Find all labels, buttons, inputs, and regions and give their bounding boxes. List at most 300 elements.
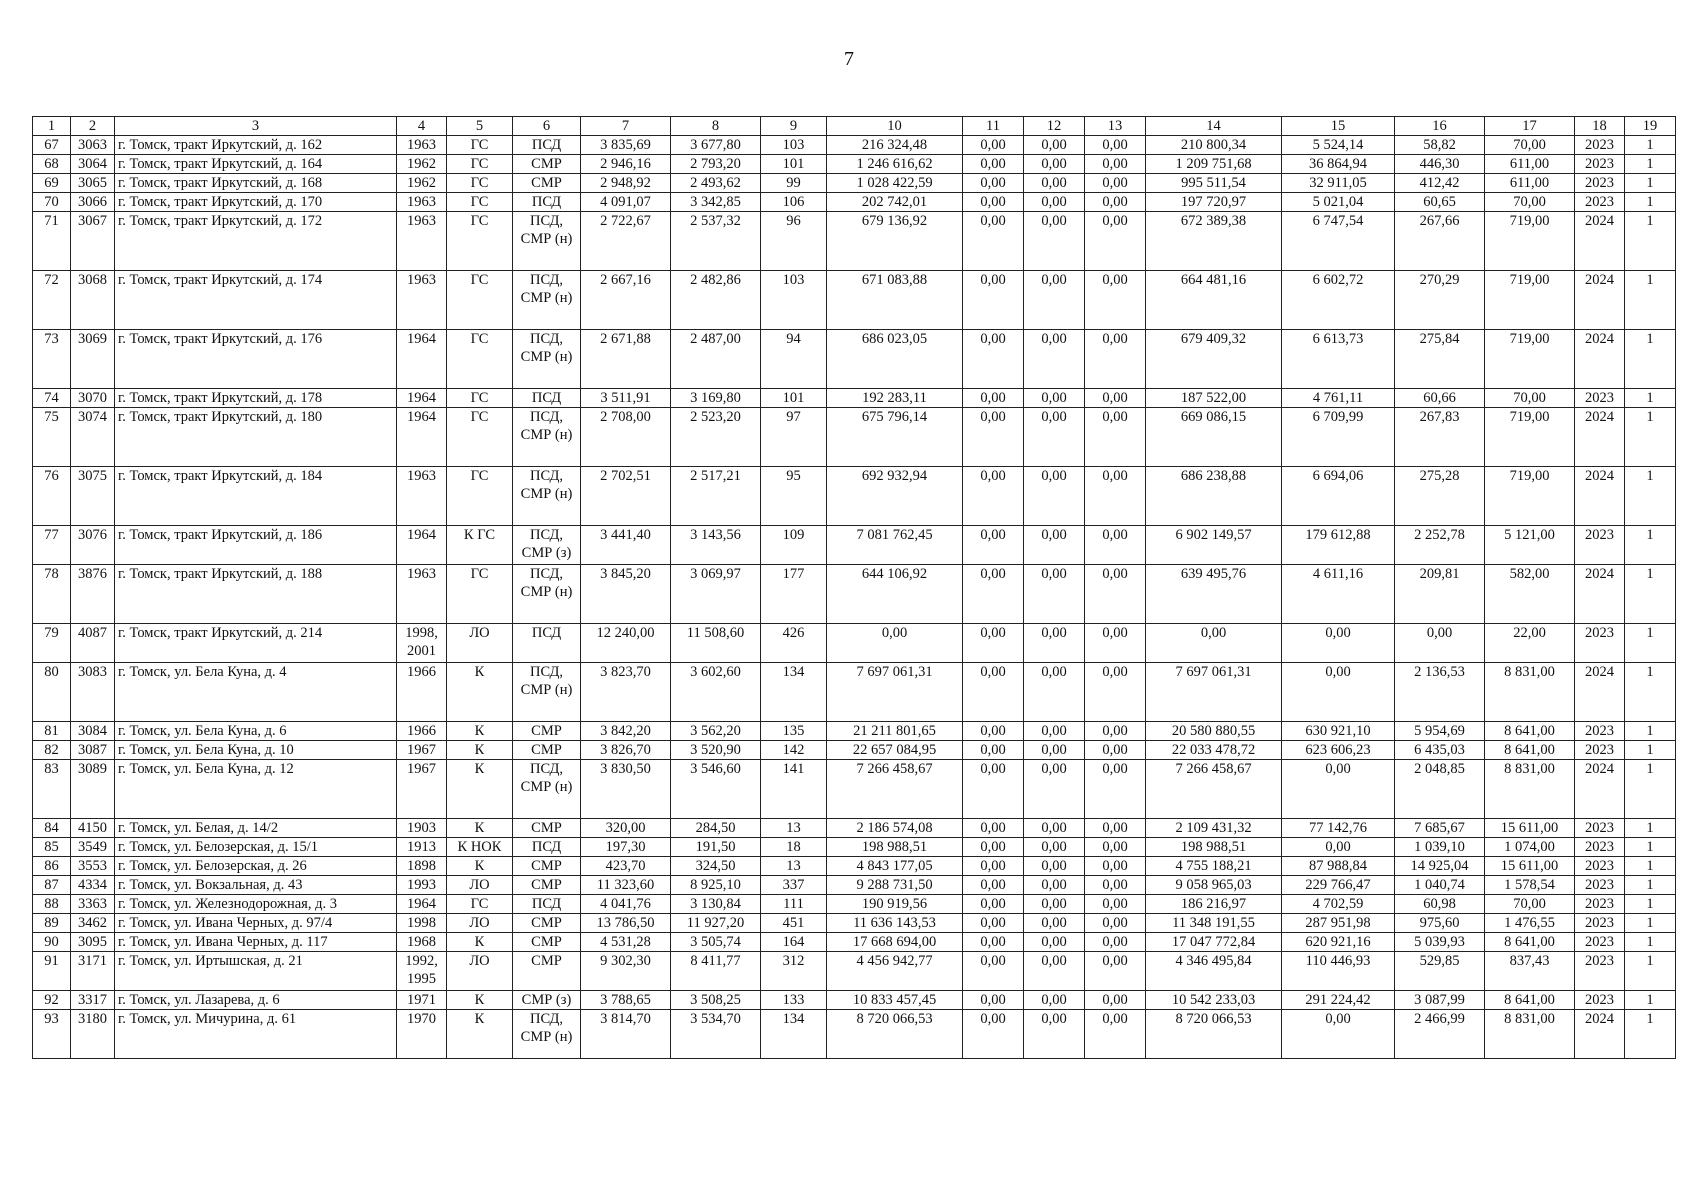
- table-cell: 0,00: [963, 526, 1024, 565]
- table-cell: 197,30: [581, 838, 671, 857]
- table-cell: 68: [33, 155, 71, 174]
- table-cell: 1964: [397, 408, 447, 467]
- column-header: 17: [1485, 117, 1575, 136]
- table-cell: 0,00: [963, 663, 1024, 722]
- table-cell: К: [447, 819, 513, 838]
- column-header: 11: [963, 117, 1024, 136]
- column-header: 9: [761, 117, 827, 136]
- column-header: 13: [1085, 117, 1146, 136]
- table-cell: К: [447, 760, 513, 819]
- table-cell: 0,00: [1085, 741, 1146, 760]
- table-cell: 0,00: [1024, 271, 1085, 330]
- table-cell: 6 694,06: [1282, 467, 1395, 526]
- table-cell: 4334: [71, 876, 115, 895]
- table-cell: г. Томск, ул. Мичурина, д. 61: [115, 1010, 397, 1059]
- table-cell: 1 209 751,68: [1146, 155, 1282, 174]
- table-cell: 3 788,65: [581, 991, 671, 1010]
- table-cell: 324,50: [671, 857, 761, 876]
- table-cell: 1963: [397, 193, 447, 212]
- table-cell: 11 508,60: [671, 624, 761, 663]
- table-cell: 8 720 066,53: [827, 1010, 963, 1059]
- table-cell: 4 702,59: [1282, 895, 1395, 914]
- table-cell: 2024: [1575, 760, 1625, 819]
- table-cell: 0,00: [963, 330, 1024, 389]
- table-cell: ГС: [447, 389, 513, 408]
- table-cell: 2 946,16: [581, 155, 671, 174]
- table-cell: 186 216,97: [1146, 895, 1282, 914]
- table-cell: 198 988,51: [827, 838, 963, 857]
- table-cell: ГС: [447, 467, 513, 526]
- table-cell: 0,00: [1024, 155, 1085, 174]
- table-cell: 4 041,76: [581, 895, 671, 914]
- table-cell: 11 348 191,55: [1146, 914, 1282, 933]
- table-cell: К: [447, 722, 513, 741]
- table-cell: 1962: [397, 155, 447, 174]
- table-cell: 611,00: [1485, 174, 1575, 193]
- table-cell: 6 709,99: [1282, 408, 1395, 467]
- table-cell: 0,00: [1024, 136, 1085, 155]
- table-cell: 0,00: [1395, 624, 1485, 663]
- table-cell: 1: [1625, 933, 1676, 952]
- table-cell: 1962: [397, 174, 447, 193]
- table-cell: 0,00: [1085, 389, 1146, 408]
- table-body: [33, 136, 1676, 1059]
- table-cell: 75: [33, 408, 71, 467]
- table-cell: 6 435,03: [1395, 741, 1485, 760]
- table-cell: 0,00: [963, 136, 1024, 155]
- table-cell: 3 835,69: [581, 136, 671, 155]
- table-cell: ГС: [447, 193, 513, 212]
- table-cell: 0,00: [963, 933, 1024, 952]
- table-cell: 1966: [397, 722, 447, 741]
- table-cell: 719,00: [1485, 212, 1575, 271]
- table-cell: СМР: [513, 914, 581, 933]
- table-cell: ПСД: [513, 838, 581, 857]
- table-cell: 2 793,20: [671, 155, 761, 174]
- table-cell: 3 130,84: [671, 895, 761, 914]
- table-cell: 71: [33, 212, 71, 271]
- table-cell: 284,50: [671, 819, 761, 838]
- table-cell: г. Томск, ул. Ивана Черных, д. 97/4: [115, 914, 397, 933]
- table-cell: 2024: [1575, 1010, 1625, 1059]
- table-cell: 5 524,14: [1282, 136, 1395, 155]
- table-cell: 3 342,85: [671, 193, 761, 212]
- table-cell: 7 697 061,31: [827, 663, 963, 722]
- table-cell: 2023: [1575, 838, 1625, 857]
- table-cell: 9 058 965,03: [1146, 876, 1282, 895]
- table-cell: 2 252,78: [1395, 526, 1485, 565]
- table-cell: 0,00: [1024, 760, 1085, 819]
- table-cell: 3 169,80: [671, 389, 761, 408]
- table-cell: 87 988,84: [1282, 857, 1395, 876]
- table-cell: 0,00: [1085, 952, 1146, 991]
- table-cell: 84: [33, 819, 71, 838]
- table-cell: 672 389,38: [1146, 212, 1282, 271]
- table-cell: 719,00: [1485, 467, 1575, 526]
- table-cell: 3070: [71, 389, 115, 408]
- table-cell: 110 446,93: [1282, 952, 1395, 991]
- table-cell: ГС: [447, 330, 513, 389]
- table-cell: 2 517,21: [671, 467, 761, 526]
- table-cell: 89: [33, 914, 71, 933]
- table-cell: 4 346 495,84: [1146, 952, 1282, 991]
- table-cell: 1963: [397, 467, 447, 526]
- table-cell: 0,00: [963, 271, 1024, 330]
- table-cell: 0,00: [1024, 467, 1085, 526]
- table-cell: 22,00: [1485, 624, 1575, 663]
- table-cell: 13: [761, 857, 827, 876]
- table-cell: 1963: [397, 271, 447, 330]
- table-cell: 2 109 431,32: [1146, 819, 1282, 838]
- table-cell: 87: [33, 876, 71, 895]
- table-row: [33, 193, 1676, 212]
- table-cell: 0,00: [1024, 408, 1085, 467]
- column-header: 14: [1146, 117, 1282, 136]
- table-cell: 17 668 694,00: [827, 933, 963, 952]
- table-cell: 1966: [397, 663, 447, 722]
- table-cell: 11 323,60: [581, 876, 671, 895]
- table-cell: 7 685,67: [1395, 819, 1485, 838]
- table-cell: 106: [761, 193, 827, 212]
- table-cell: 664 481,16: [1146, 271, 1282, 330]
- table-cell: 22 033 478,72: [1146, 741, 1282, 760]
- table-cell: 995 511,54: [1146, 174, 1282, 193]
- table-row: [33, 408, 1676, 467]
- table-cell: 0,00: [1024, 876, 1085, 895]
- table-cell: 3 842,20: [581, 722, 671, 741]
- table-cell: 4150: [71, 819, 115, 838]
- table-row: [33, 663, 1676, 722]
- table-cell: 8 641,00: [1485, 991, 1575, 1010]
- table-cell: 5 021,04: [1282, 193, 1395, 212]
- table-cell: 0,00: [1085, 933, 1146, 952]
- table-cell: ПСД, СМР (н): [513, 760, 581, 819]
- table-cell: 134: [761, 663, 827, 722]
- table-cell: 0,00: [1024, 1010, 1085, 1059]
- table-cell: 4 091,07: [581, 193, 671, 212]
- table-cell: 1993: [397, 876, 447, 895]
- table-cell: 97: [761, 408, 827, 467]
- table-cell: 17 047 772,84: [1146, 933, 1282, 952]
- column-header: 4: [397, 117, 447, 136]
- table-cell: 0,00: [963, 952, 1024, 991]
- table-cell: 0,00: [1024, 526, 1085, 565]
- table-cell: ЛО: [447, 952, 513, 991]
- table-cell: г. Томск, ул. Бела Куна, д. 10: [115, 741, 397, 760]
- table-cell: 529,85: [1395, 952, 1485, 991]
- table-cell: 1: [1625, 952, 1676, 991]
- table-cell: 2023: [1575, 136, 1625, 155]
- table-cell: 2 493,62: [671, 174, 761, 193]
- table-cell: 0,00: [1085, 991, 1146, 1010]
- table-cell: ГС: [447, 174, 513, 193]
- column-header: 5: [447, 117, 513, 136]
- table-cell: 275,84: [1395, 330, 1485, 389]
- table-cell: 0,00: [1024, 174, 1085, 193]
- table-cell: СМР: [513, 722, 581, 741]
- table-cell: 686 238,88: [1146, 467, 1282, 526]
- table-cell: 267,66: [1395, 212, 1485, 271]
- table-cell: 14 925,04: [1395, 857, 1485, 876]
- table-cell: ЛО: [447, 914, 513, 933]
- table-cell: 1913: [397, 838, 447, 857]
- column-header: 10: [827, 117, 963, 136]
- table-cell: 60,65: [1395, 193, 1485, 212]
- table-cell: 1: [1625, 271, 1676, 330]
- table-cell: г. Томск, ул. Ивана Черных, д. 117: [115, 933, 397, 952]
- table-cell: 3064: [71, 155, 115, 174]
- table-cell: 1 074,00: [1485, 838, 1575, 857]
- table-cell: 1: [1625, 857, 1676, 876]
- table-cell: ГС: [447, 136, 513, 155]
- table-cell: 0,00: [1024, 193, 1085, 212]
- table-cell: 1 476,55: [1485, 914, 1575, 933]
- table-cell: 0,00: [1085, 895, 1146, 914]
- table-cell: 18: [761, 838, 827, 857]
- table-cell: 0,00: [963, 914, 1024, 933]
- table-cell: 0,00: [1146, 624, 1282, 663]
- table-cell: 2024: [1575, 663, 1625, 722]
- table-cell: ПСД, СМР (н): [513, 663, 581, 722]
- table-cell: г. Томск, тракт Иркутский, д. 162: [115, 136, 397, 155]
- table-cell: 8 641,00: [1485, 741, 1575, 760]
- table-cell: 103: [761, 271, 827, 330]
- table-cell: 3363: [71, 895, 115, 914]
- table-cell: 4 843 177,05: [827, 857, 963, 876]
- table-cell: 1964: [397, 895, 447, 914]
- table-cell: 3549: [71, 838, 115, 857]
- table-cell: 1967: [397, 741, 447, 760]
- table-cell: 95: [761, 467, 827, 526]
- table-cell: 22 657 084,95: [827, 741, 963, 760]
- column-header: 15: [1282, 117, 1395, 136]
- table-cell: 2023: [1575, 174, 1625, 193]
- table-cell: 1967: [397, 760, 447, 819]
- table-cell: 0,00: [963, 876, 1024, 895]
- table-cell: 60,98: [1395, 895, 1485, 914]
- table-cell: 0,00: [827, 624, 963, 663]
- table-cell: г. Томск, тракт Иркутский, д. 168: [115, 174, 397, 193]
- table-cell: 1903: [397, 819, 447, 838]
- table-cell: 3553: [71, 857, 115, 876]
- table-row: [33, 857, 1676, 876]
- table-cell: 719,00: [1485, 271, 1575, 330]
- table-cell: 0,00: [1024, 624, 1085, 663]
- table-cell: 675 796,14: [827, 408, 963, 467]
- table-cell: 4 755 188,21: [1146, 857, 1282, 876]
- table-cell: 3 143,56: [671, 526, 761, 565]
- column-header: 8: [671, 117, 761, 136]
- table-cell: 0,00: [1024, 565, 1085, 624]
- table-cell: 2 186 574,08: [827, 819, 963, 838]
- table-cell: 679 409,32: [1146, 330, 1282, 389]
- table-cell: 13 786,50: [581, 914, 671, 933]
- table-cell: 0,00: [1085, 526, 1146, 565]
- table-cell: 0,00: [963, 408, 1024, 467]
- table-cell: 451: [761, 914, 827, 933]
- table-cell: 3 087,99: [1395, 991, 1485, 1010]
- table-cell: 3171: [71, 952, 115, 991]
- table-cell: 2023: [1575, 876, 1625, 895]
- table-row: [33, 895, 1676, 914]
- table-cell: 2024: [1575, 330, 1625, 389]
- table-cell: СМР: [513, 819, 581, 838]
- table-row: [33, 838, 1676, 857]
- column-header: 2: [71, 117, 115, 136]
- table-cell: 4 611,16: [1282, 565, 1395, 624]
- table-cell: 1: [1625, 760, 1676, 819]
- table-cell: г. Томск, тракт Иркутский, д. 188: [115, 565, 397, 624]
- column-header: 3: [115, 117, 397, 136]
- table-cell: 15 611,00: [1485, 857, 1575, 876]
- table-cell: 3075: [71, 467, 115, 526]
- table-row: [33, 933, 1676, 952]
- table-cell: 7 266 458,67: [1146, 760, 1282, 819]
- table-cell: 58,82: [1395, 136, 1485, 155]
- table-cell: К НОК: [447, 838, 513, 857]
- table-cell: 2023: [1575, 895, 1625, 914]
- table-cell: 8 641,00: [1485, 722, 1575, 741]
- table-cell: 8 831,00: [1485, 663, 1575, 722]
- table-cell: 3 823,70: [581, 663, 671, 722]
- table-cell: 209,81: [1395, 565, 1485, 624]
- table-cell: г. Томск, ул. Бела Куна, д. 12: [115, 760, 397, 819]
- table-cell: 80: [33, 663, 71, 722]
- table-cell: 12 240,00: [581, 624, 671, 663]
- table-cell: 1998: [397, 914, 447, 933]
- table-cell: 2 708,00: [581, 408, 671, 467]
- table-cell: 275,28: [1395, 467, 1485, 526]
- table-cell: 0,00: [1024, 389, 1085, 408]
- table-cell: 2023: [1575, 914, 1625, 933]
- table-cell: СМР: [513, 857, 581, 876]
- table-cell: ПСД, СМР (н): [513, 1010, 581, 1059]
- table-cell: 11 636 143,53: [827, 914, 963, 933]
- table-cell: 0,00: [1085, 136, 1146, 155]
- table-cell: 1: [1625, 895, 1676, 914]
- table-row: [33, 212, 1676, 271]
- table-cell: ПСД: [513, 136, 581, 155]
- table-cell: 60,66: [1395, 389, 1485, 408]
- table-cell: 0,00: [1282, 838, 1395, 857]
- table-cell: ЛО: [447, 876, 513, 895]
- table-row: [33, 565, 1676, 624]
- table-cell: СМР (з): [513, 991, 581, 1010]
- table-cell: 1: [1625, 914, 1676, 933]
- table-cell: 1 028 422,59: [827, 174, 963, 193]
- table-cell: СМР: [513, 174, 581, 193]
- table-cell: 3 508,25: [671, 991, 761, 1010]
- table-row: [33, 952, 1676, 991]
- table-cell: 141: [761, 760, 827, 819]
- table-cell: 1898: [397, 857, 447, 876]
- table-row: [33, 389, 1676, 408]
- table-cell: К: [447, 1010, 513, 1059]
- table-cell: 202 742,01: [827, 193, 963, 212]
- table-cell: 78: [33, 565, 71, 624]
- table-cell: 0,00: [1282, 663, 1395, 722]
- table-cell: 67: [33, 136, 71, 155]
- table-cell: 620 921,16: [1282, 933, 1395, 952]
- table-cell: К: [447, 663, 513, 722]
- table-cell: 2024: [1575, 408, 1625, 467]
- table-cell: 1 039,10: [1395, 838, 1485, 857]
- table-cell: 85: [33, 838, 71, 857]
- table-cell: 20 580 880,55: [1146, 722, 1282, 741]
- table-cell: 644 106,92: [827, 565, 963, 624]
- table-cell: ПСД, СМР (н): [513, 565, 581, 624]
- table-cell: 190 919,56: [827, 895, 963, 914]
- table-cell: 1 040,74: [1395, 876, 1485, 895]
- table-cell: 2023: [1575, 193, 1625, 212]
- table-cell: СМР: [513, 876, 581, 895]
- table-row: [33, 624, 1676, 663]
- table-cell: 1963: [397, 565, 447, 624]
- table-cell: 0,00: [1085, 624, 1146, 663]
- table-cell: 7 697 061,31: [1146, 663, 1282, 722]
- table-cell: 10 542 233,03: [1146, 991, 1282, 1010]
- table-cell: 2 722,67: [581, 212, 671, 271]
- table-cell: 1964: [397, 526, 447, 565]
- table-cell: 0,00: [1282, 760, 1395, 819]
- table-cell: 0,00: [1085, 193, 1146, 212]
- table-cell: г. Томск, тракт Иркутский, д. 176: [115, 330, 397, 389]
- table-cell: СМР: [513, 952, 581, 991]
- table-cell: 77 142,76: [1282, 819, 1395, 838]
- table-cell: 3317: [71, 991, 115, 1010]
- table-cell: 679 136,92: [827, 212, 963, 271]
- table-cell: 3083: [71, 663, 115, 722]
- table-cell: 291 224,42: [1282, 991, 1395, 1010]
- table-cell: 3462: [71, 914, 115, 933]
- table-cell: 1: [1625, 212, 1676, 271]
- table-cell: 7 266 458,67: [827, 760, 963, 819]
- table-cell: 2024: [1575, 565, 1625, 624]
- table-cell: 70,00: [1485, 193, 1575, 212]
- table-cell: 83: [33, 760, 71, 819]
- table-cell: г. Томск, тракт Иркутский, д. 172: [115, 212, 397, 271]
- table-cell: 0,00: [963, 819, 1024, 838]
- table-cell: 4 456 942,77: [827, 952, 963, 991]
- table-cell: 2023: [1575, 741, 1625, 760]
- table-cell: 0,00: [963, 838, 1024, 857]
- table-cell: 1964: [397, 330, 447, 389]
- table-cell: 0,00: [1024, 933, 1085, 952]
- table-cell: 134: [761, 1010, 827, 1059]
- table-cell: 1: [1625, 624, 1676, 663]
- table-cell: 2 667,16: [581, 271, 671, 330]
- table-cell: 4 531,28: [581, 933, 671, 952]
- table-cell: 2024: [1575, 212, 1625, 271]
- table-cell: ГС: [447, 565, 513, 624]
- table-cell: г. Томск, тракт Иркутский, д. 174: [115, 271, 397, 330]
- column-header: 12: [1024, 117, 1085, 136]
- table-cell: 3 602,60: [671, 663, 761, 722]
- table-cell: г. Томск, тракт Иркутский, д. 178: [115, 389, 397, 408]
- table-cell: 2 702,51: [581, 467, 671, 526]
- table-cell: 3 845,20: [581, 565, 671, 624]
- table-cell: 0,00: [963, 857, 1024, 876]
- table-cell: 0,00: [1085, 271, 1146, 330]
- table-cell: 719,00: [1485, 408, 1575, 467]
- table-cell: 179 612,88: [1282, 526, 1395, 565]
- table-cell: 3 826,70: [581, 741, 671, 760]
- table-cell: 93: [33, 1010, 71, 1059]
- table-cell: 2024: [1575, 271, 1625, 330]
- table-cell: 2023: [1575, 857, 1625, 876]
- table-cell: 3876: [71, 565, 115, 624]
- table-cell: К: [447, 741, 513, 760]
